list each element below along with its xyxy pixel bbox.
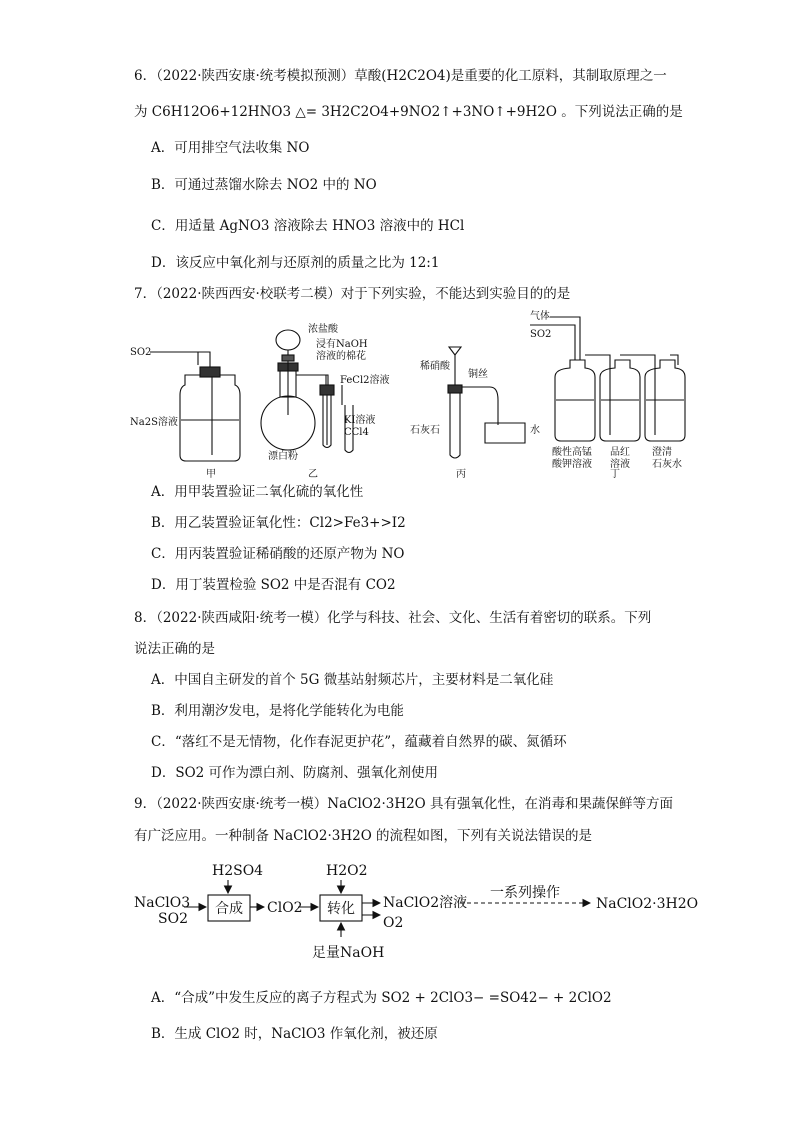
q7-bing-caption: 丙 [456, 469, 466, 480]
q7-ding-caption: 丁 [610, 469, 620, 480]
q7-stem: 7．（2022·陕西西安·校联考二模）对于下列实验，不能达到实验目的的是 [134, 286, 571, 302]
q7-bing-water-label: 水 [530, 425, 540, 436]
q7-yi-cotton2-label: 溶液的棉花 [316, 351, 366, 362]
q9-flow-o2: O2 [383, 915, 404, 931]
q9-flow-product: NaClO2·3H2O [596, 896, 699, 912]
q7-jia-solution-label: Na2S溶液 [130, 417, 178, 428]
q8-option-a: A．中国自主研发的首个 5G 微基站射频芯片，主要材料是二氧化硅 [151, 672, 554, 688]
q7-option-d: D．用丁装置检验 SO2 中是否混有 CO2 [151, 577, 396, 593]
q7-option-c: C．用丙装置验证稀硝酸的还原产物为 NO [151, 546, 405, 562]
q9-stem-line1: 9．（2022·陕西安康·统考一模）NaClO2·3H2O 具有强氧化性，在消毒和果蔬保鲜等方面 [134, 796, 674, 812]
q6-stem-line1: 6．（2022·陕西安康·统考模拟预测）草酸(H2C2O4)是重要的化工原料，其制取原理之一 [134, 68, 667, 84]
q7-jia-caption: 甲 [206, 469, 216, 480]
q9-option-a: A．“合成”中发生反应的离子方程式为 SO2 + 2ClO3− =SO42− + 2ClO2 [151, 990, 612, 1006]
q9-flow-naoh: 足量NaOH [312, 945, 385, 961]
q7-bing-acid-label: 稀硝酸 [420, 361, 450, 372]
q7-ding-bottle3-label1: 澄清 [652, 447, 672, 458]
q7-bing-stone-label: 石灰石 [410, 425, 440, 436]
q7-ding-bottle2-label2: 溶液 [610, 459, 630, 470]
q8-stem-line2: 说法正确的是 [134, 641, 215, 657]
q6-stem-line2: 为 C6H12O6+12HNO3 △= 3H2C2O4+9NO2↑+3NO↑+9H2O 。下列说法正确的是 [134, 104, 683, 120]
q9-flow-operation: 一系列操作 [490, 885, 560, 901]
q9-flow-diagram [130, 855, 720, 975]
q7-yi-fecl2-label: FeCl2溶液 [340, 375, 390, 386]
q8-option-b: B．利用潮汐发电，是将化学能转化为电能 [151, 703, 404, 719]
q7-yi-powder-label: 漂白粉 [268, 451, 298, 462]
q6-option-c: C．用适量 AgNO3 溶液除去 HNO3 溶液中的 HCl [151, 218, 465, 234]
q7-option-a: A．用甲装置验证二氧化硫的氧化性 [151, 484, 364, 500]
q7-yi-acid-label: 浓盐酸 [308, 324, 338, 335]
q7-option-b: B．用乙装置验证氧化性：Cl2>Fe3+>I2 [151, 515, 406, 531]
q9-flow-box-conversion: 转化 [327, 901, 355, 917]
q7-yi-ccl4-label: CCl4 [344, 427, 369, 438]
q7-ding-so2-label: SO2 [530, 329, 552, 340]
q7-ding-gas-label: 气体 [530, 311, 550, 322]
q8-stem-line1: 8．（2022·陕西咸阳·统考一模）化学与科技、社会、文化、生活有着密切的联系。下列 [134, 610, 652, 626]
q7-ding-bottle1-label2: 酸钾溶液 [552, 459, 592, 470]
q9-flow-clo2: ClO2 [267, 900, 303, 916]
q7-ding-bottle3-label2: 石灰水 [652, 459, 682, 470]
q9-flow-input-so2: SO2 [158, 911, 188, 927]
q9-flow-box-synthesis: 合成 [215, 901, 243, 917]
q7-jia-gas-label: SO2 [130, 347, 152, 358]
q9-option-b: B．生成 ClO2 时，NaClO3 作氧化剂，被还原 [151, 1026, 438, 1042]
q7-ding-bottle2-label1: 品红 [610, 447, 630, 458]
q9-flow-h2o2: H2O2 [326, 863, 368, 879]
q8-option-d: D．SO2 可作为漂白剂、防腐剂、强氧化剂使用 [151, 765, 439, 781]
q7-bing-wire-label: 铜丝 [468, 369, 488, 380]
q7-yi-caption: 乙 [308, 469, 318, 480]
q9-stem-line2: 有广泛应用。一种制备 NaClO2·3H2O 的流程如图，下列有关说法错误的是 [134, 828, 593, 844]
q8-option-c: C．“落红不是无情物，化作春泥更护花”，蕴藏着自然界的碳、氮循环 [151, 734, 567, 750]
q7-yi-ki-label: KI溶液 [344, 415, 376, 426]
q7-apparatus-figure [130, 305, 710, 480]
q9-flow-input-naclo3: NaClO3 [134, 895, 191, 911]
q6-option-a: A．可用排空气法收集 NO [151, 140, 310, 156]
q6-option-b: B．可通过蒸馏水除去 NO2 中的 NO [151, 177, 377, 193]
q9-flow-h2so4: H2SO4 [212, 863, 264, 879]
q7-yi-cotton-label: 浸有NaOH [316, 339, 368, 350]
q9-flow-naclo2-solution: NaClO2溶液 [383, 895, 468, 911]
q6-option-d: D．该反应中氧化剂与还原剂的质量之比为 12:1 [151, 255, 440, 271]
q7-ding-bottle1-label1: 酸性高锰 [552, 447, 592, 458]
